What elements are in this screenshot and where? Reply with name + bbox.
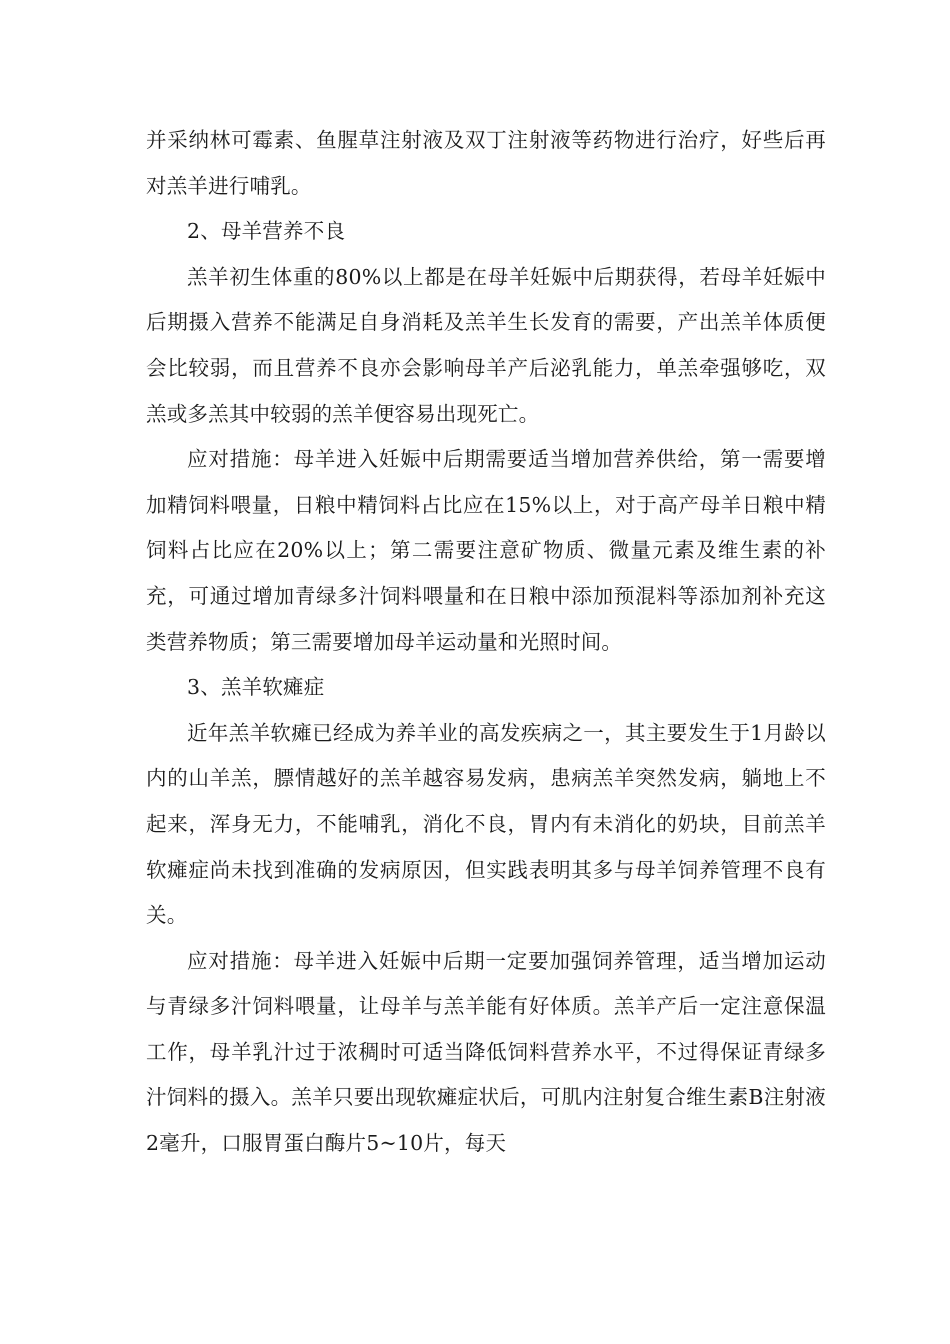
paragraph-paralysis-description: 近年羔羊软瘫已经成为养羊业的高发疾病之一，其主要发生于1月龄以内的山羊羔，膘情越好的羔羊越容易发病，患病羔羊突然发病，躺地上不起来，浑身无力，不能哺乳，消化不良，胃内有未消化的奶块，目前羔羊软瘫症尚未找到准确的发病原因，但实践表明其多与母羊饲养管理不良有关。 [146,720,826,928]
paragraph-continuation: 并采纳林可霉素、鱼腥草注射液及双丁注射液等药物进行治疗，好些后再对羔羊进行哺乳。 [146,128,826,198]
paragraph-malnutrition-measures: 应对措施：母羊进入妊娠中后期需要适当增加营养供给，第一需要增加精饲料喂量，日粮中精饲料占比应在15%以上，对于高产母羊日粮中精饲料占比应在20%以上；第二需要注意矿物质、微量元素及维生素的补充，可通过增加青绿多汁饲料喂量和在日粮中添加预混料等添加剂补充这类营养物质；第三需要增加母羊运动量和光照时间。 [146,447,826,654]
paragraph-paralysis-measures: 应对措施：母羊进入妊娠中后期一定要加强饲养管理，适当增加运动与青绿多汁饲料喂量，让母羊与羔羊能有好体质。羔羊产后一定注意保温工作，母羊乳汁过于浓稠时可适当降低饲料营养水平，不过得保证青绿多汁饲料的摄入。羔羊只要出现软瘫症状后，可肌内注射复合维生素B注射液2毫升，口服胃蛋白酶片5~10片，每天 [146,948,826,1156]
paragraph-malnutrition-description: 羔羊初生体重的80%以上都是在母羊妊娠中后期获得，若母羊妊娠中后期摄入营养不能满足自身消耗及羔羊生长发育的需要，产出羔羊体质便会比较弱，而且营养不良亦会影响母羊产后泌乳能力，单羔牵强够吃，双羔或多羔其中较弱的羔羊便容易出现死亡。 [146,264,826,426]
section-heading-lamb-paralysis: 3、羔羊软瘫症 [187,675,325,700]
document-body [146,118,826,1167]
section-heading-ewe-malnutrition: 2、母羊营养不良 [187,219,346,244]
